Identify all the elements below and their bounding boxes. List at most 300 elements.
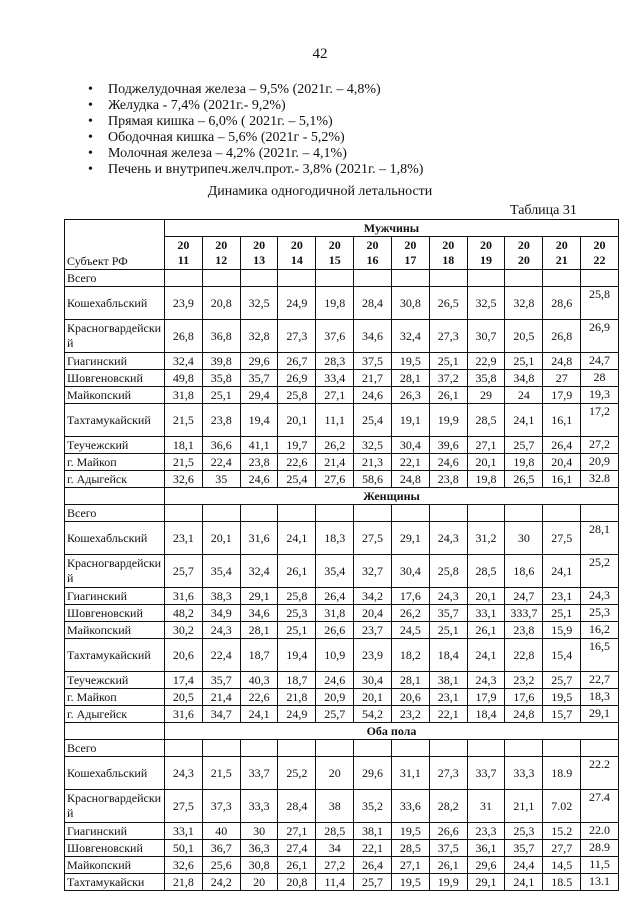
value-cell: 25,7	[316, 706, 354, 723]
value-cell: 28,5	[467, 555, 505, 588]
value-cell: 27,1	[278, 823, 316, 840]
subject-name: Майкопский	[65, 857, 165, 874]
section-title: Женщины	[165, 488, 619, 505]
value-cell: 25,3	[278, 605, 316, 622]
table-row	[65, 840, 619, 857]
value-cell: 25,8	[581, 287, 619, 320]
value-cell: 23,3	[467, 823, 505, 840]
value-cell: 24,3	[429, 522, 467, 555]
value-cell: 28,5	[391, 840, 429, 857]
value-cell: 28,1	[391, 672, 429, 689]
value-cell: 29,6	[240, 353, 278, 370]
subject-header: Субъект РФ	[65, 220, 165, 270]
value-cell: 36,6	[202, 437, 240, 454]
value-cell: 11,1	[316, 404, 354, 437]
subject-name: Всего	[65, 740, 165, 757]
value-cell: 26,1	[278, 857, 316, 874]
value-cell	[505, 270, 543, 287]
value-cell: 30	[240, 823, 278, 840]
year-top: 20	[366, 238, 379, 252]
value-cell: 35,4	[316, 555, 354, 588]
value-cell: 26,1	[429, 387, 467, 404]
blank-cell	[65, 488, 165, 505]
value-cell: 23,9	[165, 287, 203, 320]
subject-name: Шовгеновский	[65, 840, 165, 857]
value-cell: 31,6	[165, 588, 203, 605]
section-header-row	[65, 220, 619, 237]
value-cell: 26,9	[278, 370, 316, 387]
value-cell: 27,4	[278, 840, 316, 857]
value-cell: 37,5	[354, 353, 392, 370]
value-cell: 19,5	[391, 874, 429, 891]
bullet-text: Ободочная кишка – 5,6% (2021г - 5,2%)	[108, 130, 345, 145]
subject-name: Кошехабльский	[65, 757, 165, 790]
value-cell: 20,6	[391, 689, 429, 706]
year-top: 20	[593, 238, 606, 252]
value-cell: 27,6	[316, 471, 354, 488]
table-row	[65, 505, 619, 522]
value-cell: 20,1	[467, 454, 505, 471]
subject-name: Майкопский	[65, 387, 165, 404]
value-cell: 35	[202, 471, 240, 488]
value-cell	[354, 505, 392, 522]
blank-cell	[65, 723, 165, 740]
value-cell	[202, 740, 240, 757]
value-cell: 23,8	[240, 454, 278, 471]
value-cell: 37,3	[202, 790, 240, 823]
year-bottom: 22	[593, 253, 606, 267]
table-row	[65, 454, 619, 471]
value-cell: 27,5	[354, 522, 392, 555]
value-cell: 22.2	[581, 757, 619, 790]
value-cell: 28,1	[391, 370, 429, 387]
value-cell: 37,6	[316, 320, 354, 353]
value-cell: 17,6	[505, 689, 543, 706]
subject-name: Шовгеновский	[65, 370, 165, 387]
value-cell: 25,1	[429, 622, 467, 639]
value-cell: 22,7	[581, 672, 619, 689]
value-cell: 20,1	[202, 522, 240, 555]
value-cell: 23,7	[354, 622, 392, 639]
subject-name: Красногвардейский	[65, 555, 165, 588]
bullet-item	[88, 130, 423, 146]
bullet-text: Молочная железа – 4,2% (2021г. – 4,1%)	[108, 146, 347, 161]
value-cell: 26,4	[354, 857, 392, 874]
value-cell: 40	[202, 823, 240, 840]
value-cell: 32,5	[467, 287, 505, 320]
section-header-row	[65, 488, 619, 505]
value-cell: 24,6	[429, 454, 467, 471]
value-cell: 28,1	[240, 622, 278, 639]
value-cell: 24,4	[505, 857, 543, 874]
bullet-item	[88, 98, 423, 114]
value-cell: 25,1	[429, 353, 467, 370]
value-cell: 18,6	[505, 555, 543, 588]
year-header	[354, 237, 392, 270]
value-cell: 28,6	[543, 287, 581, 320]
value-cell: 29,1	[391, 522, 429, 555]
value-cell: 58,6	[354, 471, 392, 488]
value-cell: 34,9	[202, 605, 240, 622]
value-cell: 27,2	[581, 437, 619, 454]
value-cell: 30,4	[391, 437, 429, 454]
value-cell: 54,2	[354, 706, 392, 723]
value-cell: 27,1	[316, 387, 354, 404]
bullet-item	[88, 82, 423, 98]
value-cell: 26,4	[543, 437, 581, 454]
value-cell: 21,5	[165, 454, 203, 471]
table-row	[65, 639, 619, 672]
value-cell: 20,4	[354, 605, 392, 622]
value-cell: 27,1	[391, 857, 429, 874]
value-cell: 22,4	[202, 639, 240, 672]
year-top: 20	[328, 238, 341, 252]
year-bottom: 19	[480, 253, 493, 267]
value-cell: 34,7	[202, 706, 240, 723]
value-cell: 27,3	[429, 320, 467, 353]
value-cell	[316, 740, 354, 757]
value-cell: 38,3	[202, 588, 240, 605]
subject-name: Гиагинский	[65, 353, 165, 370]
value-cell: 36,1	[467, 840, 505, 857]
value-cell	[505, 740, 543, 757]
value-cell: 21,8	[165, 874, 203, 891]
value-cell: 30,2	[165, 622, 203, 639]
value-cell: 18.5	[543, 874, 581, 891]
value-cell	[543, 270, 581, 287]
value-cell: 19,9	[429, 404, 467, 437]
year-top: 20	[555, 238, 568, 252]
value-cell: 35,7	[240, 370, 278, 387]
value-cell: 20,1	[354, 689, 392, 706]
value-cell: 23,1	[165, 522, 203, 555]
value-cell	[165, 740, 203, 757]
bullet-text: Желудка - 7,4% (2021г.- 9,2%)	[108, 98, 286, 113]
value-cell: 18,7	[240, 639, 278, 672]
bullet-list	[88, 82, 423, 178]
table-row	[65, 353, 619, 370]
value-cell	[354, 270, 392, 287]
bullet-text: Печень и внутрипеч.желч.прот.- 3,8% (2021г. – 1,8%)	[108, 162, 424, 177]
value-cell: 20	[240, 874, 278, 891]
value-cell	[581, 505, 619, 522]
value-cell: 28,5	[316, 823, 354, 840]
value-cell: 36,3	[240, 840, 278, 857]
value-cell: 24,3	[581, 588, 619, 605]
subject-name: Красногвардейский	[65, 790, 165, 823]
table-row	[65, 622, 619, 639]
table-row	[65, 287, 619, 320]
year-header	[505, 237, 543, 270]
subject-name: Шовгеновский	[65, 605, 165, 622]
value-cell: 38,1	[429, 672, 467, 689]
value-cell: 24,8	[391, 471, 429, 488]
year-bottom: 11	[177, 253, 190, 267]
value-cell: 20,1	[467, 588, 505, 605]
value-cell: 20,9	[316, 689, 354, 706]
bullet-item	[88, 162, 423, 178]
value-cell	[429, 740, 467, 757]
value-cell: 17,9	[467, 689, 505, 706]
value-cell: 16,2	[581, 622, 619, 639]
value-cell: 18,4	[429, 639, 467, 672]
value-cell: 25,7	[505, 437, 543, 454]
value-cell: 29,1	[581, 706, 619, 723]
value-cell: 15.2	[543, 823, 581, 840]
value-cell: 15,7	[543, 706, 581, 723]
subject-name: Гиагинский	[65, 823, 165, 840]
value-cell: 20,1	[278, 404, 316, 437]
value-cell: 7.02	[543, 790, 581, 823]
value-cell: 25,8	[429, 555, 467, 588]
value-cell: 32,6	[165, 857, 203, 874]
value-cell: 19,4	[240, 404, 278, 437]
value-cell: 30,8	[240, 857, 278, 874]
value-cell: 23,8	[429, 471, 467, 488]
value-cell	[165, 270, 203, 287]
value-cell: 24,3	[429, 588, 467, 605]
value-cell: 30,4	[354, 672, 392, 689]
bullet-icon: •	[88, 114, 93, 129]
value-cell	[581, 270, 619, 287]
value-cell	[543, 740, 581, 757]
table-row	[65, 689, 619, 706]
table-row	[65, 823, 619, 840]
bullet-icon: •	[88, 130, 93, 145]
page-number: 42	[312, 46, 328, 62]
value-cell: 23,2	[505, 672, 543, 689]
value-cell: 22.0	[581, 823, 619, 840]
value-cell: 24,7	[505, 588, 543, 605]
value-cell: 25,7	[165, 555, 203, 588]
value-cell: 26,4	[316, 588, 354, 605]
value-cell: 18,3	[316, 522, 354, 555]
subject-name: Всего	[65, 270, 165, 287]
bullet-text: Поджелудочная железа – 9,5% (2021г. – 4,8%)	[108, 82, 381, 97]
value-cell: 17,9	[543, 387, 581, 404]
value-cell: 20,5	[165, 689, 203, 706]
value-cell: 32,7	[354, 555, 392, 588]
value-cell: 17,4	[165, 672, 203, 689]
value-cell: 19,8	[316, 287, 354, 320]
value-cell: 20	[316, 757, 354, 790]
value-cell: 26,5	[505, 471, 543, 488]
value-cell: 19,8	[467, 471, 505, 488]
value-cell: 18,2	[391, 639, 429, 672]
year-header	[543, 237, 581, 270]
table-row	[65, 672, 619, 689]
table-row	[65, 270, 619, 287]
value-cell: 35,4	[202, 555, 240, 588]
value-cell	[240, 270, 278, 287]
value-cell: 24,3	[165, 757, 203, 790]
value-cell: 19,4	[278, 639, 316, 672]
value-cell: 34,8	[505, 370, 543, 387]
value-cell: 11,4	[316, 874, 354, 891]
table-row	[65, 588, 619, 605]
value-cell: 20,6	[165, 639, 203, 672]
subject-name: г. Майкоп	[65, 689, 165, 706]
value-cell: 25,7	[354, 874, 392, 891]
table-row	[65, 471, 619, 488]
value-cell: 27	[543, 370, 581, 387]
value-cell: 18.9	[543, 757, 581, 790]
year-header	[467, 237, 505, 270]
table-row	[65, 874, 619, 891]
table-row	[65, 522, 619, 555]
value-cell: 19,5	[391, 823, 429, 840]
value-cell: 28,4	[354, 287, 392, 320]
value-cell: 21,5	[165, 404, 203, 437]
value-cell: 24,1	[543, 555, 581, 588]
value-cell: 19,8	[505, 454, 543, 471]
value-cell	[354, 740, 392, 757]
value-cell	[316, 505, 354, 522]
value-cell: 27,3	[278, 320, 316, 353]
table-row	[65, 320, 619, 353]
value-cell: 31,8	[165, 387, 203, 404]
value-cell	[278, 505, 316, 522]
value-cell: 20,4	[543, 454, 581, 471]
year-top: 20	[253, 238, 266, 252]
value-cell: 17,6	[391, 588, 429, 605]
subject-name: Кошехабльский	[65, 287, 165, 320]
value-cell: 41,1	[240, 437, 278, 454]
value-cell: 25,1	[505, 353, 543, 370]
table-row	[65, 740, 619, 757]
value-cell: 25,6	[202, 857, 240, 874]
section-title: Оба пола	[165, 723, 619, 740]
value-cell: 35,7	[429, 605, 467, 622]
value-cell: 25,3	[581, 605, 619, 622]
value-cell	[202, 270, 240, 287]
value-cell: 25,8	[278, 588, 316, 605]
year-bottom: 17	[404, 253, 417, 267]
value-cell: 32,4	[391, 320, 429, 353]
value-cell: 35,8	[202, 370, 240, 387]
value-cell: 24,8	[505, 706, 543, 723]
value-cell	[316, 270, 354, 287]
value-cell: 27,5	[165, 790, 203, 823]
value-cell: 24,3	[467, 672, 505, 689]
value-cell: 22,8	[505, 639, 543, 672]
value-cell	[467, 740, 505, 757]
value-cell: 28,2	[429, 790, 467, 823]
value-cell: 20,5	[505, 320, 543, 353]
table-row	[65, 387, 619, 404]
year-top: 20	[404, 238, 417, 252]
value-cell: 27,2	[316, 857, 354, 874]
value-cell: 22,1	[429, 706, 467, 723]
year-bottom: 14	[290, 253, 303, 267]
value-cell: 31,8	[316, 605, 354, 622]
section-header-row	[65, 723, 619, 740]
value-cell: 21,1	[505, 790, 543, 823]
value-cell: 34	[316, 840, 354, 857]
value-cell: 25,3	[505, 823, 543, 840]
year-top: 20	[215, 238, 228, 252]
value-cell: 11,5	[581, 857, 619, 874]
value-cell: 27,5	[543, 522, 581, 555]
value-cell: 38	[316, 790, 354, 823]
value-cell: 27,7	[543, 840, 581, 857]
value-cell	[278, 740, 316, 757]
value-cell: 29,4	[240, 387, 278, 404]
value-cell: 26,6	[429, 823, 467, 840]
year-top: 20	[177, 238, 190, 252]
bullet-item	[88, 114, 423, 130]
value-cell: 37,5	[429, 840, 467, 857]
value-cell: 26,2	[391, 605, 429, 622]
year-header	[581, 237, 619, 270]
value-cell: 25,2	[278, 757, 316, 790]
table-row	[65, 605, 619, 622]
value-cell	[581, 740, 619, 757]
year-header	[165, 237, 203, 270]
value-cell: 37,2	[429, 370, 467, 387]
value-cell: 18,1	[165, 437, 203, 454]
value-cell: 13.1	[581, 874, 619, 891]
value-cell: 20,9	[581, 454, 619, 471]
value-cell: 25,8	[278, 387, 316, 404]
value-cell: 33,3	[240, 790, 278, 823]
value-cell	[165, 505, 203, 522]
value-cell: 23,1	[543, 588, 581, 605]
value-cell: 14,5	[543, 857, 581, 874]
value-cell: 34,2	[354, 588, 392, 605]
bullet-icon: •	[88, 162, 93, 177]
value-cell: 36,8	[202, 320, 240, 353]
value-cell	[467, 505, 505, 522]
value-cell: 18,4	[467, 706, 505, 723]
value-cell	[543, 505, 581, 522]
table-row	[65, 437, 619, 454]
value-cell: 19,7	[278, 437, 316, 454]
value-cell	[240, 505, 278, 522]
value-cell: 24,7	[581, 353, 619, 370]
subject-name: Тахтамукайский	[65, 404, 165, 437]
value-cell: 28,4	[278, 790, 316, 823]
value-cell: 24,1	[467, 639, 505, 672]
value-cell: 32,5	[240, 287, 278, 320]
value-cell: 35,7	[202, 672, 240, 689]
value-cell: 26,1	[278, 555, 316, 588]
value-cell: 31,6	[165, 706, 203, 723]
value-cell: 15,9	[543, 622, 581, 639]
value-cell: 34,6	[354, 320, 392, 353]
value-cell: 33,3	[505, 757, 543, 790]
table-row	[65, 790, 619, 823]
value-cell: 23,8	[505, 622, 543, 639]
value-cell: 35,2	[354, 790, 392, 823]
bullet-item	[88, 146, 423, 162]
value-cell: 17,2	[581, 404, 619, 437]
value-cell: 40,3	[240, 672, 278, 689]
value-cell: 39,6	[429, 437, 467, 454]
year-bottom: 18	[442, 253, 455, 267]
value-cell: 27,3	[429, 757, 467, 790]
value-cell: 25,1	[202, 387, 240, 404]
value-cell: 10,9	[316, 639, 354, 672]
subject-name: Всего	[65, 505, 165, 522]
value-cell: 25,1	[543, 605, 581, 622]
value-cell: 19,3	[581, 387, 619, 404]
value-cell: 24,9	[278, 287, 316, 320]
bullet-icon: •	[88, 98, 93, 113]
bullet-icon: •	[88, 146, 93, 161]
value-cell: 19,1	[391, 404, 429, 437]
value-cell: 21,8	[278, 689, 316, 706]
